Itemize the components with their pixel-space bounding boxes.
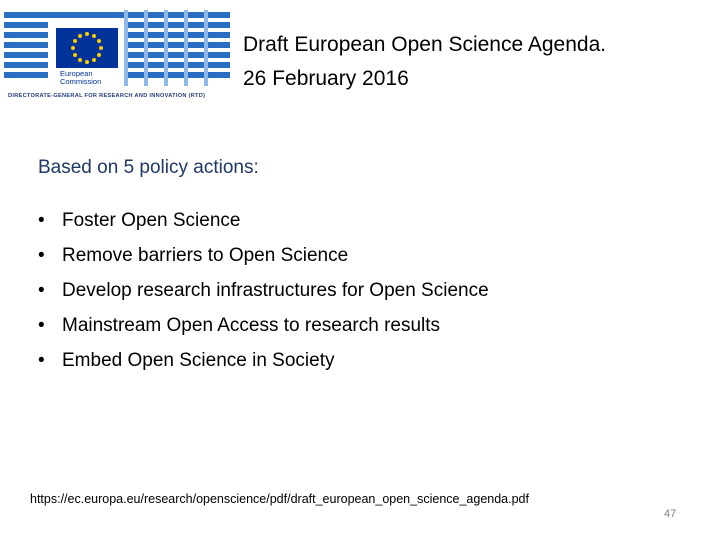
directorate-caption: DIRECTORATE-GENERAL FOR RESEARCH AND INNOVATION (RTD)	[8, 93, 206, 99]
list-item: • Remove barriers to Open Science	[38, 238, 489, 273]
logo-org-line2: Commission	[60, 77, 102, 86]
policy-actions-list	[38, 203, 489, 378]
source-link[interactable]: https://ec.europa.eu/research/openscience/pdf/draft_european_open_science_agenda.pdf	[30, 492, 529, 506]
title-line-2: 26 February 2016	[243, 67, 409, 90]
intro-heading: Based on 5 policy actions:	[38, 157, 259, 178]
list-item: • Mainstream Open Access to research results	[38, 308, 489, 343]
european-commission-banner	[4, 10, 230, 86]
document-title	[243, 28, 606, 96]
page-number: 47	[664, 508, 677, 520]
title-line-1: Draft European Open Science Agenda.	[243, 33, 607, 56]
list-item: • Embed Open Science in Society	[38, 343, 489, 378]
european-commission-logo	[0, 0, 232, 104]
list-item: • Foster Open Science	[38, 203, 489, 238]
list-item: • Develop research infrastructures for Open Science	[38, 273, 489, 308]
logo-org-line1: European	[60, 69, 93, 78]
